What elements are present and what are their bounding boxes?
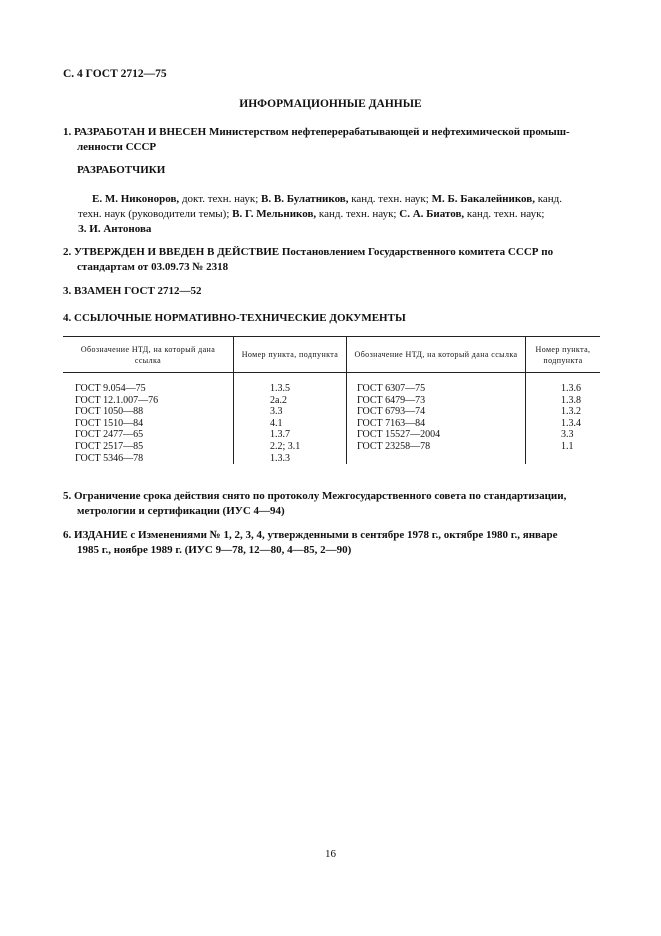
list-item: 4.1	[270, 417, 283, 429]
section-4: 4. ССЫЛОЧНЫЕ НОРМАТИВНО-ТЕХНИЧЕСКИЕ ДОКУМЕНТЫ	[63, 312, 406, 324]
section-1-line-2: ленности СССР	[77, 141, 157, 153]
developers-line-1	[92, 192, 600, 207]
section-5-line-1: 5. Ограничение срока действия снято по протоколу Межгосударственного совета по стандартизации,	[63, 490, 567, 502]
list-item: ГОСТ 2477—65	[75, 429, 144, 441]
section-2-line-1: 2. УТВЕРЖДЕН И ВВЕДЕН В ДЕЙСТВИЕ Постановлением Государственного комитета СССР по	[63, 246, 554, 258]
section-3: 3. ВЗАМЕН ГОСТ 2712—52	[63, 285, 202, 297]
section-2	[63, 245, 603, 275]
list-item: 1.3.7	[270, 429, 290, 441]
list-item: ГОСТ 5346—78	[75, 452, 144, 464]
list-item: ГОСТ 23258—78	[357, 440, 431, 452]
developers-list	[78, 192, 600, 237]
right-items-list	[526, 373, 600, 453]
list-item: 1.3.3	[270, 452, 290, 464]
developer-degree: канд. техн. наук;	[464, 208, 545, 220]
right-items-cell	[526, 373, 601, 465]
running-head: С. 4 ГОСТ 2712—75	[63, 68, 167, 80]
list-item: 1.3.4	[561, 417, 581, 429]
left-docs-cell	[63, 373, 234, 465]
column-header-item-right: Номер пункта, подпункта	[526, 337, 601, 373]
developer-name: В. Г. Мельников,	[232, 208, 317, 220]
list-item: 1.3.2	[561, 406, 581, 418]
column-header-item-left: Номер пункта, подпункта	[234, 337, 347, 373]
left-docs-list	[63, 373, 233, 464]
developers-heading: РАЗРАБОТЧИКИ	[77, 164, 166, 176]
section-5	[63, 489, 603, 519]
list-item: 1.1	[561, 440, 574, 452]
section-5-line-2: метрологии и сертификации (ИУС 4—94)	[77, 505, 285, 517]
list-item: ГОСТ 1050—88	[75, 406, 144, 418]
developer-name: З. И. Антонова	[78, 223, 152, 235]
developers-line-3	[78, 222, 600, 237]
developer-degree: техн. наук (руководители темы);	[78, 208, 233, 220]
column-header-ntd-left: Обозначение НТД, на который дана ссылка	[63, 337, 234, 373]
table-body-row	[63, 373, 600, 465]
developer-name: М. Б. Бакалейников,	[431, 193, 535, 205]
developer-degree: канд. техн. наук;	[316, 208, 400, 220]
page-number: 16	[325, 848, 336, 860]
list-item: ГОСТ 9.054—75	[75, 383, 146, 394]
right-docs-list	[347, 373, 525, 453]
section-1	[63, 125, 603, 155]
section-1-line-1: 1. РАЗРАБОТАН И ВНЕСЕН Министерством нефтеперерабатывающей и нефтехимической промыш-	[63, 126, 570, 138]
list-item: ГОСТ 6307—75	[357, 383, 426, 394]
developer-degree: докт. техн. наук;	[179, 193, 262, 205]
column-header-ntd-right: Обозначение НТД, на который дана ссылка	[347, 337, 526, 373]
references-table	[63, 336, 600, 464]
list-item: ГОСТ 12.1.007—76	[75, 394, 159, 406]
page-title: ИНФОРМАЦИОННЫЕ ДАННЫЕ	[239, 98, 422, 110]
left-items-cell	[234, 373, 347, 465]
list-item: ГОСТ 6793—74	[357, 406, 426, 418]
section-2-line-2: стандартам от 03.09.73 № 2318	[77, 261, 229, 273]
developers-line-2	[78, 207, 600, 222]
list-item: 2а.2	[270, 394, 287, 406]
list-item: 1.3.8	[561, 394, 581, 406]
section-6-line-1: 6. ИЗДАНИЕ с Изменениями № 1, 2, 3, 4, утвержденными в сентябре 1978 г., октябре 1980 г., январе	[63, 529, 558, 541]
developer-degree: канд.	[534, 193, 563, 205]
list-item: 1.3.6	[561, 383, 581, 394]
list-item: ГОСТ 7163—84	[357, 417, 426, 429]
section-6-line-2: 1985 г., ноябре 1989 г. (ИУС 9—78, 12—80, 4—85, 2—90)	[77, 544, 352, 556]
developer-name: С. А. Биатов,	[399, 208, 465, 220]
developer-degree: канд. техн. наук;	[348, 193, 432, 205]
developer-name: В. В. Булатников,	[261, 193, 349, 205]
list-item: ГОСТ 2517—85	[75, 440, 144, 452]
table-header-row	[63, 337, 600, 373]
section-6	[63, 528, 603, 558]
list-item: ГОСТ 1510—84	[75, 417, 144, 429]
left-items-list	[234, 373, 346, 464]
list-item: 3.3	[561, 429, 574, 441]
list-item: 1.3.5	[270, 383, 290, 394]
list-item: 2.2; 3.1	[270, 440, 301, 452]
list-item: 3.3	[270, 406, 283, 418]
developer-name: Е. М. Никоноров,	[92, 193, 180, 205]
list-item: ГОСТ 6479—73	[357, 394, 426, 406]
list-item: ГОСТ 15527—2004	[357, 429, 441, 441]
right-docs-cell	[347, 373, 526, 465]
